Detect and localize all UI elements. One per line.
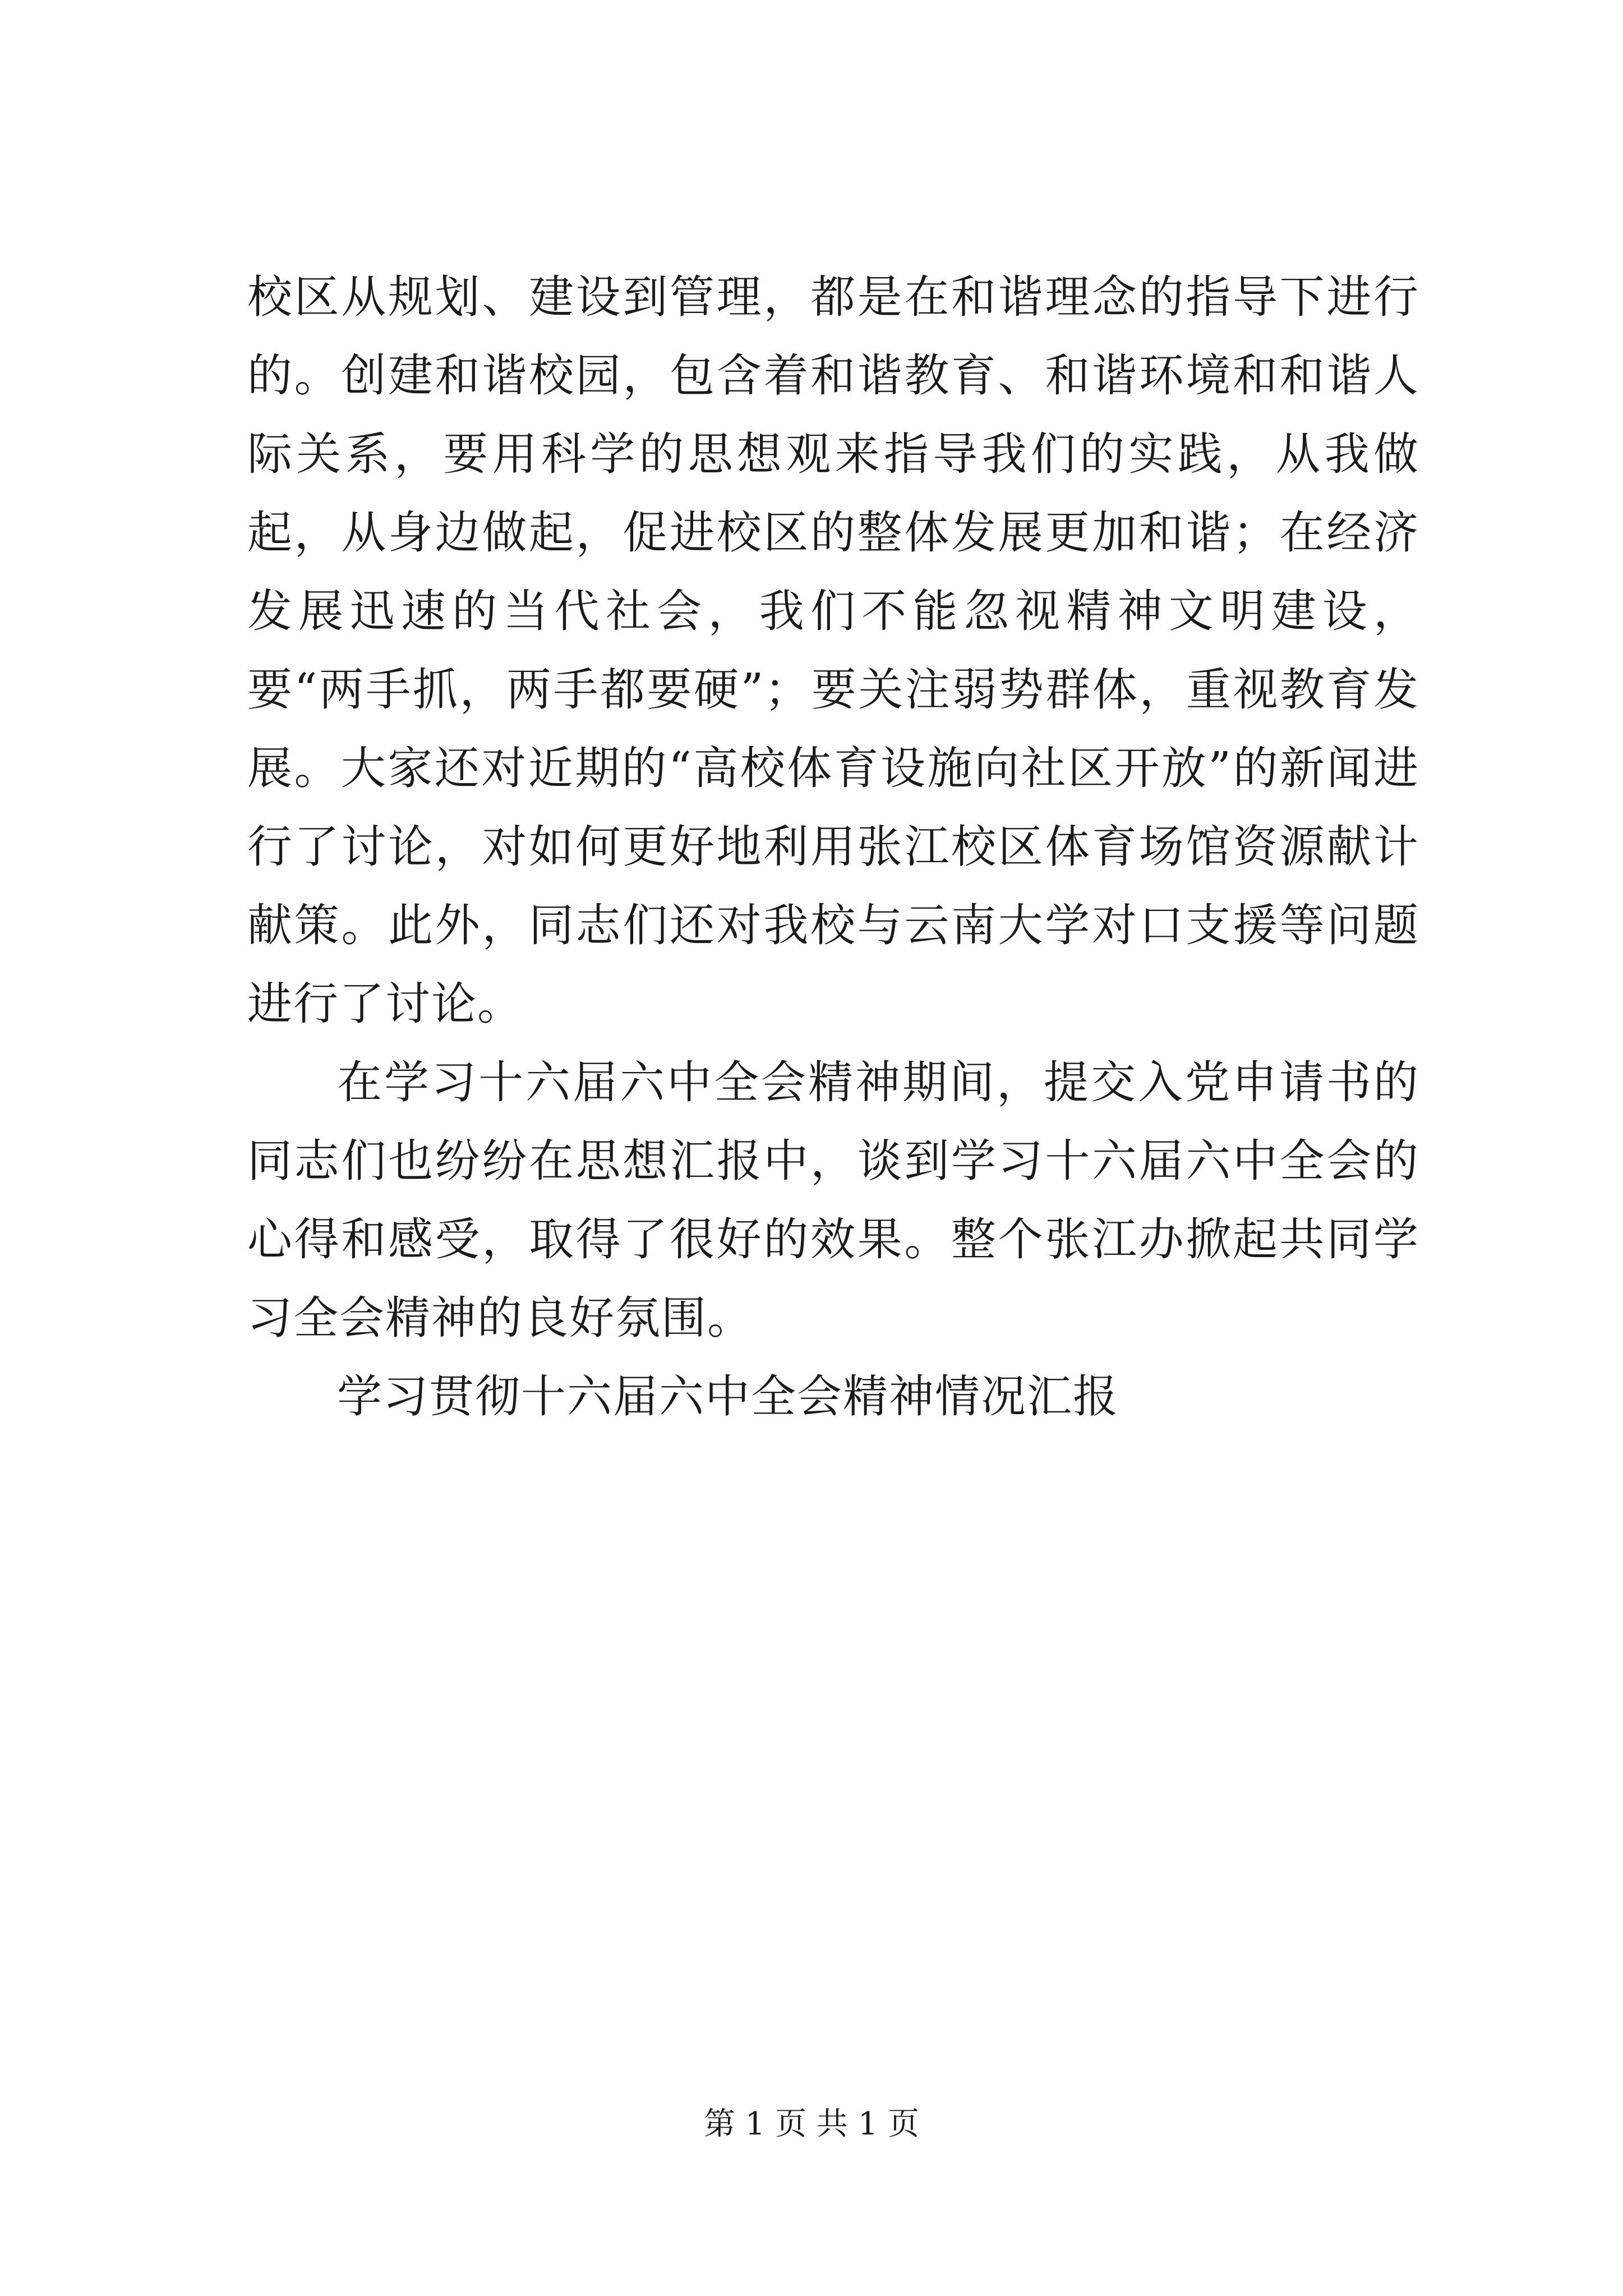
document-body: [247, 258, 1419, 1436]
page-number-footer: 第 1 页 共 1 页: [703, 2106, 920, 2142]
paragraph-title-line: 学习贯彻十六届六中全会精神情况汇报: [337, 1370, 1119, 1423]
paragraph-study-period: 在学习十六届六中全会精神期间，提交入党申请书的同志们也纷纷在思想汇报中，谈到学习十六届六中全会的心得和感受，取得了很好的效果。整个张江办掀起共同学习全会精神的良好氛围。: [247, 1056, 1419, 1344]
paragraph-continuation: 校区从规划、建设到管理，都是在和谐理念的指导下进行的。创建和谐校园，包含着和谐教育、和谐环境和和谐人际关系，要用科学的思想观来指导我们的实践，从我做起，从身边做起，促进校区的整体发展更加和谐；在经济发展迅速的当代社会，我们不能忽视精神文明建设，要“两手抓，两手都要硬”；要关注弱势群体，重视教育发展。大家还对近期的“高校体育设施向社区开放”的新闻进行了讨论，对如何更好地利用张江校区体育场馆资源献计献策。此外，同志们还对我校与云南大学对口支援等问题进行了讨论。: [247, 271, 1419, 1030]
